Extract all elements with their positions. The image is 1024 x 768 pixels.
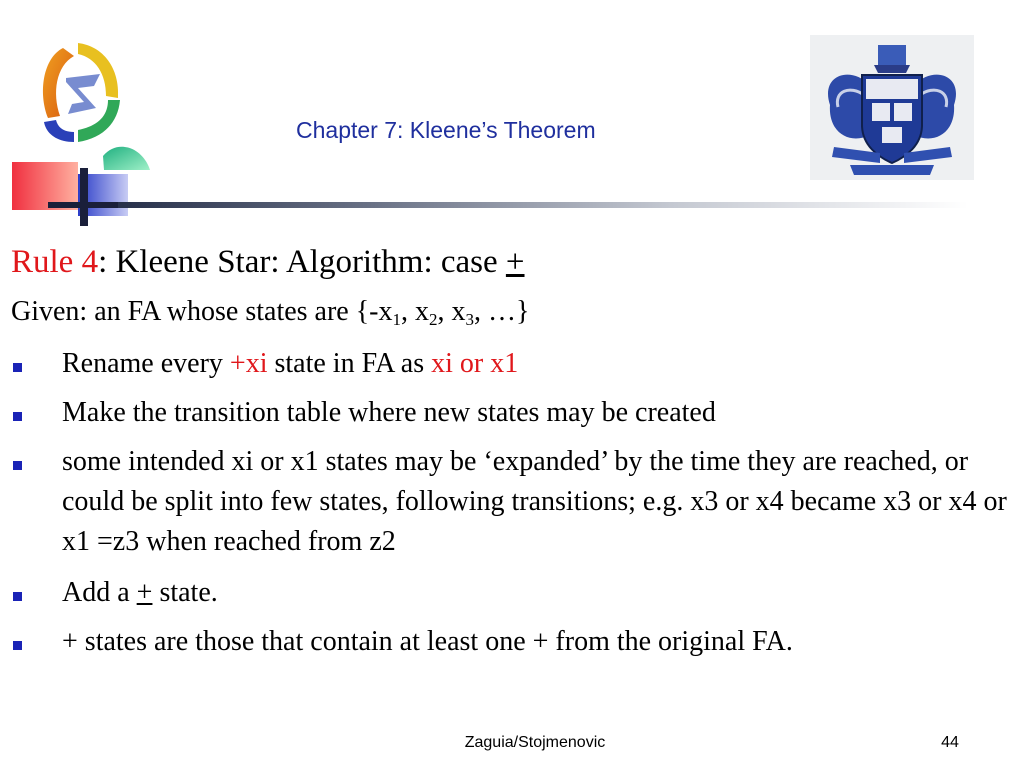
bullet-item-4 — [62, 573, 1012, 613]
bullet-item-1 — [62, 344, 1012, 384]
bullet-1-red-1: +xi — [229, 348, 268, 379]
given-sub-3: 3 — [465, 310, 474, 329]
given-suffix: , …} — [474, 296, 530, 327]
bullet-4-post: state. — [152, 577, 218, 608]
footer-author: Zaguia/Stojmenovic — [464, 734, 606, 751]
square-bullet-icon — [13, 641, 22, 650]
university-crest-logo-icon — [810, 35, 974, 180]
bullet-4-pre: Add a — [62, 577, 137, 608]
case-symbol: + — [505, 244, 525, 280]
given-sep-1: , x — [401, 296, 429, 327]
bullet-item-5: + states are those that contain at least one + from the original FA. — [62, 626, 793, 657]
square-bullet-icon — [13, 461, 22, 470]
given-sub-2: 2 — [429, 310, 438, 329]
given-prefix: Given: an FA whose states are {-x — [11, 296, 393, 327]
bullet-item-2: Make the transition table where new states may be created — [62, 397, 716, 428]
square-bullet-icon — [13, 412, 22, 421]
given-line — [11, 296, 529, 328]
slide-title: Chapter 7: Kleene’s Theorem — [296, 117, 596, 143]
square-bullet-icon — [13, 363, 22, 372]
given-sep-2: , x — [437, 296, 466, 327]
rule-title-text: : Kleene Star: Algorithm: case — [98, 244, 506, 280]
square-bullet-icon — [13, 592, 22, 601]
header-divider — [118, 202, 968, 208]
given-sub-1: 1 — [392, 310, 401, 329]
bullet-item-3: some intended xi or x1 states may be ‘expanded’ by the time they are reached, or could be split into few states, following transitions; e.g. x3 or x4 became x3 or x4 or x1 =z3 when reached from z2 — [62, 446, 1007, 557]
bullet-4-symbol: + — [136, 577, 153, 608]
abstract-colorful-logo-icon — [8, 38, 158, 228]
bullet-1-pre: Rename every — [62, 348, 230, 379]
right-logo — [810, 35, 974, 180]
rule-heading — [11, 244, 525, 281]
bullet-1-mid: state in FA as — [267, 348, 432, 379]
left-logo — [8, 38, 158, 228]
page-number: 44 — [941, 734, 959, 751]
bullet-1-red-2: xi or x1 — [431, 348, 519, 379]
rule-label: Rule 4 — [11, 244, 99, 280]
